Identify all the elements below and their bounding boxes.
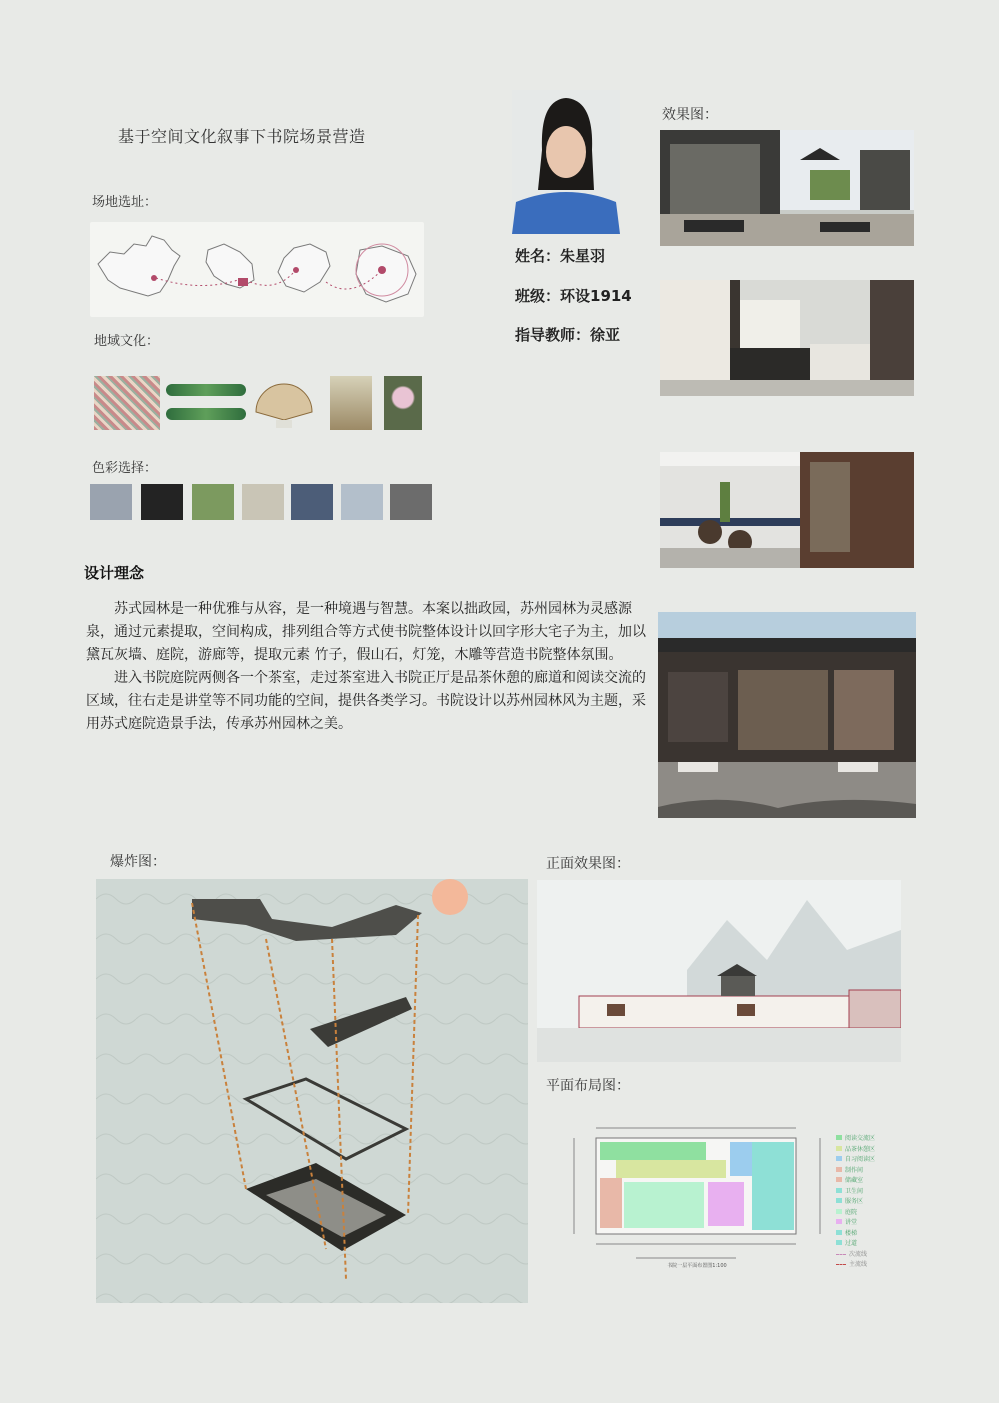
plan-legend-swatch [836,1209,842,1214]
color-swatch-2 [141,484,183,520]
plan-legend-label: 次流线 [849,1250,868,1258]
plan-legend-item [836,1208,896,1219]
folding-fan-image [252,380,316,430]
plan-legend-swatch [836,1146,842,1151]
plan-legend-label: 储藏室 [845,1177,864,1184]
concept-text [86,598,648,736]
plan-legend-item [836,1239,896,1250]
effect-render-teahouse [658,612,916,818]
plan-legend-label: 卫生间 [845,1187,864,1195]
plan-label: 平面布局图： [546,1078,630,1094]
facade-label: 正面效果图： [546,856,630,872]
plan-legend-swatch [836,1188,842,1193]
plan-legend [836,1134,896,1271]
plan-legend-swatch [836,1254,846,1255]
plan-legend-label: 制作间 [845,1166,864,1174]
site-map-illustration [90,222,424,317]
plan-legend-label: 阅读交流区 [845,1135,876,1142]
floor-plan [556,1108,896,1278]
plan-legend-swatch [836,1198,842,1203]
plan-legend-label: 庭院 [845,1208,858,1216]
plan-legend-label: 自习阅读区 [845,1156,876,1163]
plan-legend-label: 过道 [845,1240,858,1247]
plan-legend-item [836,1134,896,1145]
student-advisor: 指导教师：徐亚 [515,326,621,344]
jade-image-bottom [166,408,246,420]
plan-legend-item [836,1176,896,1187]
effect-render-hall [660,280,914,396]
site-map-panel [90,222,424,317]
plan-legend-item [836,1166,896,1177]
student-class: 班级：环设1914 [515,287,632,305]
concept-heading: 设计理念 [84,564,145,582]
flower-image [384,376,422,430]
page-title: 基于空间文化叙事下书院场景营造 [118,127,366,146]
plan-legend-item [836,1155,896,1166]
student-name: 姓名：朱星羽 [515,247,606,265]
color-swatch-5 [291,484,333,520]
plan-legend-item [836,1229,896,1240]
effects-label: 效果图： [662,107,718,123]
embroidery-image [94,376,160,430]
color-swatch-1 [90,484,132,520]
plan-legend-item [836,1260,896,1271]
plan-legend-item [836,1197,896,1208]
color-swatch-4 [242,484,284,520]
concept-paragraph-2: 进入书院庭院两侧各一个茶室，走过茶室进入书院正厅是品茶休憩的廊道和阅读交流的区域，往右走是讲堂等不同功能的空间，提供各类学习。书院设计以苏州园林风为主题，采用苏式庭院造景手法，传承苏州园林之美。 [86,670,646,732]
plan-legend-swatch [836,1240,842,1245]
plan-legend-swatch [836,1219,842,1224]
plan-legend-label: 品茶休憩区 [845,1145,876,1153]
plan-caption: 书院一层平面布置图1:100 [667,1263,727,1269]
color-swatch-6 [341,484,383,520]
explosion-diagram [96,879,528,1303]
plan-legend-item [836,1145,896,1156]
plan-legend-swatch [836,1264,846,1265]
lantern-image [330,376,372,430]
facade-render [537,880,901,1062]
floor-plan-drawing [556,1108,826,1278]
color-label: 色彩选择： [92,461,158,476]
plan-legend-item [836,1250,896,1261]
plan-legend-item [836,1187,896,1198]
plan-legend-label: 楼梯 [845,1229,858,1237]
plan-legend-label: 讲堂 [845,1219,858,1226]
culture-label: 地域文化： [94,334,160,349]
effect-render-courtyard [660,130,914,246]
student-portrait [512,90,620,234]
jade-image-top [166,384,246,396]
effect-render-reading [660,452,914,568]
color-swatch-7 [390,484,432,520]
plan-legend-swatch [836,1177,842,1182]
plan-legend-swatch [836,1156,842,1161]
plan-legend-swatch [836,1135,842,1140]
plan-legend-item [836,1218,896,1229]
concept-paragraph-1: 苏式园林是一种优雅与从容，是一种境遇与智慧。本案以拙政园，苏州园林为灵感源泉，通过元素提取，空间构成，排列组合等方式使书院整体设计以回字形大宅子为主，加以黛瓦灰墙、庭院，游廊等，提取元素 竹子，假山石，灯笼，木雕等营造书院整体氛围。 [86,601,646,663]
site-label: 场地选址： [92,195,158,210]
culture-images [94,376,424,432]
color-swatch-3 [192,484,234,520]
plan-legend-swatch [836,1230,842,1235]
explode-label: 爆炸图： [110,854,166,870]
plan-legend-label: 服务区 [845,1198,864,1205]
plan-legend-swatch [836,1167,842,1172]
plan-legend-label: 主流线 [849,1261,868,1268]
